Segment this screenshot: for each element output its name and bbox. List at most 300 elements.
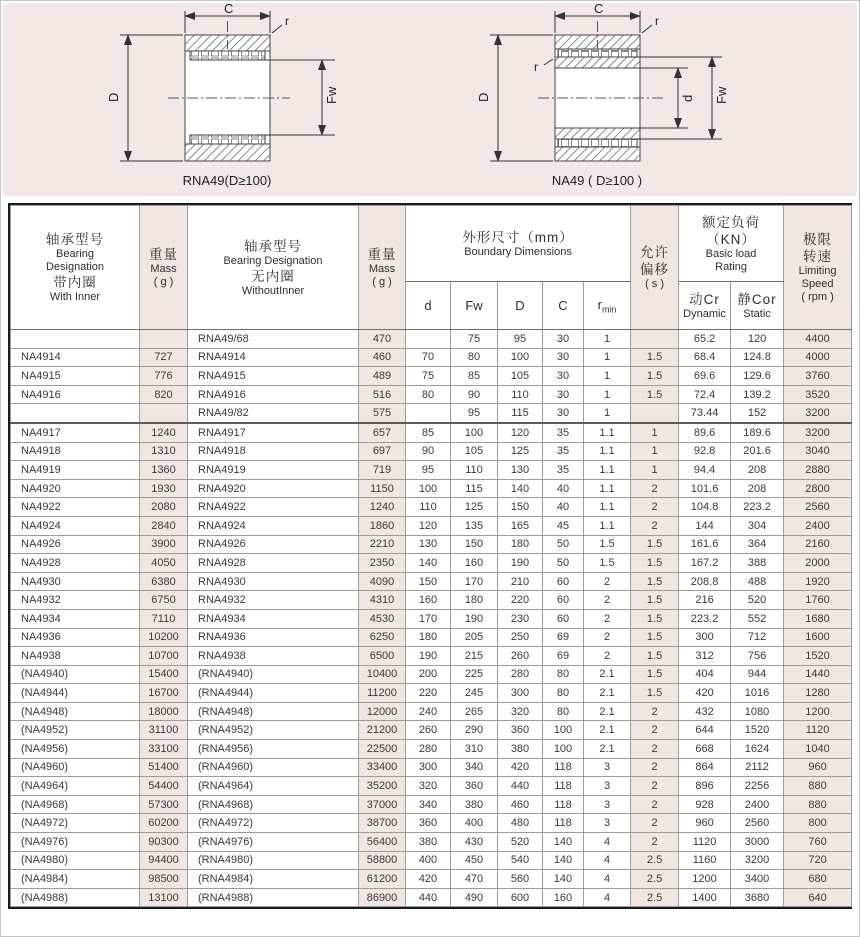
mass-with-inner-cell: 1310 [140, 442, 188, 461]
dim-rmin-cell: 2.1 [584, 702, 631, 721]
table-row [11, 758, 852, 777]
table-row [11, 535, 852, 554]
header-static-cor [731, 282, 784, 330]
limiting-speed-cell: 720 [784, 851, 852, 870]
limiting-speed-cell: 1040 [784, 740, 852, 759]
dim-C-cell: 60 [543, 572, 584, 591]
mass-with-inner-cell: 10200 [140, 628, 188, 647]
dim-D-cell: 140 [498, 479, 543, 498]
dim-C-cell: 80 [543, 702, 584, 721]
dim-fw-cell: 245 [451, 684, 498, 703]
limiting-speed-cell: 3040 [784, 442, 852, 461]
dim-fw-cell: 80 [451, 348, 498, 367]
mass-with-inner-cell: 51400 [140, 758, 188, 777]
dim-d-cell: 340 [406, 795, 451, 814]
table-row [11, 870, 852, 889]
dim-fw-cell: 290 [451, 721, 498, 740]
dim-D-cell: 520 [498, 833, 543, 852]
dim-rmin-cell: 4 [584, 833, 631, 852]
limiting-speed-cell: 1280 [784, 684, 852, 703]
dim-C-cell: 69 [543, 647, 584, 666]
dim-C-cell: 40 [543, 498, 584, 517]
dim-d-cell: 380 [406, 833, 451, 852]
designation-without-inner-cell: RNA4922 [188, 498, 359, 517]
table-row [11, 851, 852, 870]
header-line: Bearing [56, 248, 94, 260]
header-line: 静Cor [737, 291, 777, 307]
header-line: With Inner [49, 291, 101, 303]
header-line: Speed [801, 278, 834, 290]
dim-c-label: C [594, 3, 604, 16]
static-cor-cell: 3000 [731, 833, 784, 852]
mass-with-inner-cell: 33100 [140, 740, 188, 759]
header-line: ( rpm ) [801, 291, 834, 303]
dim-rmin-cell: 1.1 [584, 461, 631, 480]
designation-without-inner-cell: RNA49/82 [188, 404, 359, 423]
dim-d-cell: 100 [406, 479, 451, 498]
dim-rmin-cell: 2 [584, 647, 631, 666]
table-row [11, 348, 852, 367]
static-cor-cell: 552 [731, 609, 784, 628]
dim-D-cell: 110 [498, 385, 543, 404]
static-cor-cell: 152 [731, 404, 784, 423]
dynamic-cr-cell: 68.4 [679, 348, 731, 367]
designation-without-inner-cell: RNA4926 [188, 535, 359, 554]
designation-without-inner-cell: (RNA4952) [188, 721, 359, 740]
dim-D-cell: 105 [498, 367, 543, 386]
dim-rmin-cell: 1 [584, 348, 631, 367]
mass-with-inner-cell: 1360 [140, 461, 188, 480]
offset-s-cell: 1 [631, 461, 679, 480]
mass-with-inner-cell [140, 404, 188, 423]
header-line: Static [743, 307, 771, 320]
dim-D-cell: 460 [498, 795, 543, 814]
designation-without-inner-cell: RNA4920 [188, 479, 359, 498]
dim-C-cell: 35 [543, 423, 584, 442]
dynamic-cr-cell: 1200 [679, 870, 731, 889]
designation-without-inner-cell: (RNA4980) [188, 851, 359, 870]
header-line: 外形尺寸（mm） [462, 229, 574, 245]
offset-s-cell: 2.5 [631, 870, 679, 889]
dim-C-cell: 80 [543, 684, 584, 703]
dynamic-cr-cell: 1120 [679, 833, 731, 852]
dynamic-cr-cell: 223.2 [679, 609, 731, 628]
table-row [11, 591, 852, 610]
dim-D-cell: 420 [498, 758, 543, 777]
dim-d-outer-label: D [106, 92, 121, 102]
dim-d-cell: 440 [406, 888, 451, 907]
header-line: ( g ) [153, 276, 174, 288]
dim-C-cell: 118 [543, 795, 584, 814]
dim-fw-cell: 380 [451, 795, 498, 814]
limiting-speed-cell: 1520 [784, 647, 852, 666]
dim-d-cell: 140 [406, 554, 451, 573]
dim-d-cell: 280 [406, 740, 451, 759]
static-cor-cell: 3400 [731, 870, 784, 889]
mass-without-inner-cell: 2350 [359, 554, 406, 573]
designation-without-inner-cell: (RNA4976) [188, 833, 359, 852]
offset-s-cell: 1.5 [631, 684, 679, 703]
static-cor-cell: 3680 [731, 888, 784, 907]
dim-d-cell: 220 [406, 684, 451, 703]
table-row [11, 609, 852, 628]
static-cor-cell: 1016 [731, 684, 784, 703]
dim-fw-cell: 170 [451, 572, 498, 591]
designation-with-inner-cell: (NA4964) [11, 777, 140, 796]
header-line: 动Cr [689, 291, 720, 307]
mass-without-inner-cell: 33400 [359, 758, 406, 777]
dim-D-cell: 130 [498, 461, 543, 480]
table-row [11, 367, 852, 386]
static-cor-cell: 208 [731, 461, 784, 480]
offset-s-cell: 1.5 [631, 535, 679, 554]
mass-without-inner-cell: 575 [359, 404, 406, 423]
dim-r-label: r [285, 14, 289, 28]
designation-without-inner-cell: (RNA4988) [188, 888, 359, 907]
mass-with-inner-cell: 60200 [140, 814, 188, 833]
dim-D-cell: 165 [498, 516, 543, 535]
offset-s-cell: 2 [631, 498, 679, 517]
dynamic-cr-cell: 300 [679, 628, 731, 647]
mass-without-inner-cell: 11200 [359, 684, 406, 703]
dim-fw-cell: 450 [451, 851, 498, 870]
dim-rmin-cell: 2.1 [584, 721, 631, 740]
dynamic-cr-cell: 864 [679, 758, 731, 777]
dim-D-cell: 440 [498, 777, 543, 796]
header-line: Bearing Designation [223, 254, 323, 267]
header-line: Mass [150, 263, 177, 275]
dim-fw-cell: 75 [451, 330, 498, 349]
designation-with-inner-cell: (NA4968) [11, 795, 140, 814]
static-cor-cell: 124.8 [731, 348, 784, 367]
table-row [11, 516, 852, 535]
mass-without-inner-cell: 22500 [359, 740, 406, 759]
dynamic-cr-cell: 1160 [679, 851, 731, 870]
mass-without-inner-cell: 4530 [359, 609, 406, 628]
dim-C-cell: 40 [543, 479, 584, 498]
mass-without-inner-cell: 4090 [359, 572, 406, 591]
dim-fw-cell: 105 [451, 442, 498, 461]
dim-fw-cell: 90 [451, 385, 498, 404]
dim-fw-cell: 360 [451, 777, 498, 796]
dim-rmin-cell: 2.1 [584, 684, 631, 703]
designation-with-inner-cell: NA4932 [11, 591, 140, 610]
dim-D-cell: 280 [498, 665, 543, 684]
mass-without-inner-cell: 657 [359, 423, 406, 442]
header-line: 偏移 [640, 262, 670, 277]
mass-without-inner-cell: 58800 [359, 851, 406, 870]
dim-rmin-cell: 4 [584, 870, 631, 889]
header-dim-C: C [543, 282, 584, 330]
table-row [11, 721, 852, 740]
dim-rmin-cell: 1.1 [584, 423, 631, 442]
designation-without-inner-cell: RNA4914 [188, 348, 359, 367]
limiting-speed-cell: 880 [784, 795, 852, 814]
dim-D-cell: 360 [498, 721, 543, 740]
dynamic-cr-cell: 420 [679, 684, 731, 703]
static-cor-cell: 201.6 [731, 442, 784, 461]
diagram-caption-na49: NA49 ( D≥100 ) [551, 173, 643, 188]
dim-D-cell: 320 [498, 702, 543, 721]
dim-C-cell: 60 [543, 609, 584, 628]
designation-with-inner-cell [11, 330, 140, 349]
dim-C-cell: 50 [543, 554, 584, 573]
dim-d-cell: 260 [406, 721, 451, 740]
dim-D-cell: 125 [498, 442, 543, 461]
dim-d-cell: 110 [406, 498, 451, 517]
dim-D-cell: 150 [498, 498, 543, 517]
designation-with-inner-cell: NA4918 [11, 442, 140, 461]
header-basic-load-rating [679, 206, 784, 282]
dim-rmin-cell: 1 [584, 330, 631, 349]
limiting-speed-cell: 3200 [784, 423, 852, 442]
mass-with-inner-cell: 1240 [140, 423, 188, 442]
header-line: 重量 [367, 247, 397, 262]
dim-d-cell: 75 [406, 367, 451, 386]
header-dynamic-cr [679, 282, 731, 330]
dim-fw-cell: 95 [451, 404, 498, 423]
limiting-speed-cell: 2400 [784, 516, 852, 535]
table-row [11, 554, 852, 573]
dim-rmin-cell: 2 [584, 628, 631, 647]
designation-without-inner-cell: RNA4924 [188, 516, 359, 535]
dim-d-cell: 240 [406, 702, 451, 721]
header-line: WithoutInner [241, 284, 305, 297]
static-cor-cell: 3200 [731, 851, 784, 870]
dim-d-cell: 300 [406, 758, 451, 777]
dynamic-cr-cell: 216 [679, 591, 731, 610]
mass-without-inner-cell: 516 [359, 385, 406, 404]
table-row [11, 702, 852, 721]
designation-with-inner-cell: (NA4988) [11, 888, 140, 907]
dim-d-cell: 190 [406, 647, 451, 666]
dim-fw-label: Fw [324, 86, 339, 104]
offset-s-cell: 2 [631, 479, 679, 498]
dim-d-cell: 160 [406, 591, 451, 610]
designation-with-inner-cell: NA4919 [11, 461, 140, 480]
mass-with-inner-cell: 6750 [140, 591, 188, 610]
dim-C-cell: 140 [543, 833, 584, 852]
table-row [11, 330, 852, 349]
dim-C-cell: 50 [543, 535, 584, 554]
mass-without-inner-cell: 1150 [359, 479, 406, 498]
offset-s-cell: 1.5 [631, 591, 679, 610]
mass-with-inner-cell: 94400 [140, 851, 188, 870]
dim-d-outer-label: D [476, 92, 491, 102]
designation-with-inner-cell: (NA4948) [11, 702, 140, 721]
dim-rmin-cell: 2 [584, 609, 631, 628]
dynamic-cr-cell: 69.6 [679, 367, 731, 386]
offset-s-cell: 1.5 [631, 348, 679, 367]
bearing-diagram-rna49 [90, 3, 390, 196]
designation-without-inner-cell: RNA49/68 [188, 330, 359, 349]
designation-with-inner-cell: (NA4972) [11, 814, 140, 833]
static-cor-cell: 223.2 [731, 498, 784, 517]
dynamic-cr-cell: 960 [679, 814, 731, 833]
limiting-speed-cell: 2880 [784, 461, 852, 480]
dim-D-cell: 210 [498, 572, 543, 591]
dynamic-cr-cell: 104.8 [679, 498, 731, 517]
mass-without-inner-cell: 10400 [359, 665, 406, 684]
table-row [11, 479, 852, 498]
dim-c-label: C [224, 3, 234, 16]
mass-with-inner-cell: 15400 [140, 665, 188, 684]
dim-fw-label: Fw [714, 86, 729, 104]
mass-with-inner-cell: 3900 [140, 535, 188, 554]
static-cor-cell: 1520 [731, 721, 784, 740]
mass-with-inner-cell: 2080 [140, 498, 188, 517]
dim-fw-cell: 470 [451, 870, 498, 889]
designation-with-inner-cell: (NA4956) [11, 740, 140, 759]
dim-fw-cell: 160 [451, 554, 498, 573]
dynamic-cr-cell: 208.8 [679, 572, 731, 591]
dim-fw-cell: 150 [451, 535, 498, 554]
header-designation-without-inner [188, 206, 359, 330]
static-cor-cell: 488 [731, 572, 784, 591]
header-designation-with-inner [11, 206, 140, 330]
dynamic-cr-cell: 668 [679, 740, 731, 759]
designation-without-inner-cell: RNA4919 [188, 461, 359, 480]
designation-without-inner-cell: RNA4915 [188, 367, 359, 386]
table-row [11, 647, 852, 666]
dim-C-cell: 160 [543, 888, 584, 907]
dim-d-cell: 80 [406, 385, 451, 404]
mass-with-inner-cell: 7110 [140, 609, 188, 628]
dynamic-cr-cell: 167.2 [679, 554, 731, 573]
dim-d-cell: 360 [406, 814, 451, 833]
dim-rmin-cell: 3 [584, 814, 631, 833]
limiting-speed-cell: 3200 [784, 404, 852, 423]
limiting-speed-cell: 1120 [784, 721, 852, 740]
table-row [11, 404, 852, 423]
dynamic-cr-cell: 73.44 [679, 404, 731, 423]
static-cor-cell: 2112 [731, 758, 784, 777]
mass-with-inner-cell: 6380 [140, 572, 188, 591]
offset-s-cell: 1.5 [631, 554, 679, 573]
designation-without-inner-cell: (RNA4960) [188, 758, 359, 777]
dim-fw-cell: 400 [451, 814, 498, 833]
table-row [11, 572, 852, 591]
dim-d-cell: 130 [406, 535, 451, 554]
designation-with-inner-cell: NA4915 [11, 367, 140, 386]
dim-C-cell: 118 [543, 814, 584, 833]
designation-without-inner-cell: RNA4934 [188, 609, 359, 628]
designation-without-inner-cell: RNA4932 [188, 591, 359, 610]
offset-s-cell: 2.5 [631, 851, 679, 870]
mass-with-inner-cell: 820 [140, 385, 188, 404]
bearing-table [10, 205, 852, 907]
offset-s-cell: 2 [631, 516, 679, 535]
offset-s-cell: 2 [631, 777, 679, 796]
limiting-speed-cell: 3760 [784, 367, 852, 386]
dim-rmin-cell: 1.1 [584, 442, 631, 461]
dim-D-cell: 540 [498, 851, 543, 870]
dim-C-cell: 118 [543, 758, 584, 777]
dim-D-cell: 260 [498, 647, 543, 666]
rmin-base: r [597, 296, 602, 312]
static-cor-cell: 304 [731, 516, 784, 535]
dim-C-cell: 140 [543, 851, 584, 870]
mass-with-inner-cell: 4050 [140, 554, 188, 573]
mass-without-inner-cell: 35200 [359, 777, 406, 796]
table-row [11, 423, 852, 442]
designation-with-inner-cell: (NA4976) [11, 833, 140, 852]
mass-with-inner-cell: 776 [140, 367, 188, 386]
dim-d-cell: 85 [406, 423, 451, 442]
diagram-caption-rna49: RNA49(D≥100) [182, 173, 272, 188]
limiting-speed-cell: 1920 [784, 572, 852, 591]
dim-rmin-cell: 2.1 [584, 740, 631, 759]
dim-rmin-cell: 1 [584, 385, 631, 404]
header-line: 轴承型号 [244, 238, 302, 254]
offset-s-cell [631, 330, 679, 349]
dim-D-cell: 95 [498, 330, 543, 349]
designation-without-inner-cell: (RNA4984) [188, 870, 359, 889]
designation-without-inner-cell: RNA4938 [188, 647, 359, 666]
designation-with-inner-cell: NA4928 [11, 554, 140, 573]
table-row [11, 461, 852, 480]
static-cor-cell: 129.6 [731, 367, 784, 386]
static-cor-cell: 756 [731, 647, 784, 666]
dim-d-cell: 200 [406, 665, 451, 684]
dim-d-cell: 400 [406, 851, 451, 870]
header-line: Basic load [705, 247, 757, 260]
dim-fw-cell: 490 [451, 888, 498, 907]
designation-with-inner-cell: NA4930 [11, 572, 140, 591]
dim-D-cell: 100 [498, 348, 543, 367]
offset-s-cell: 2.5 [631, 888, 679, 907]
dynamic-cr-cell: 161.6 [679, 535, 731, 554]
bearing-diagram-na49 [460, 3, 770, 196]
header-boundary-dimensions [406, 206, 631, 282]
offset-s-cell: 2 [631, 702, 679, 721]
header-line: 带内圈 [53, 275, 97, 290]
table-row [11, 888, 852, 907]
limiting-speed-cell: 800 [784, 814, 852, 833]
dim-rmin-cell: 1.5 [584, 554, 631, 573]
mass-without-inner-cell: 12000 [359, 702, 406, 721]
designation-with-inner-cell: NA4917 [11, 423, 140, 442]
mass-without-inner-cell: 489 [359, 367, 406, 386]
limiting-speed-cell: 2560 [784, 498, 852, 517]
dim-rmin-cell: 1 [584, 367, 631, 386]
mass-with-inner-cell: 727 [140, 348, 188, 367]
mass-without-inner-cell: 37000 [359, 795, 406, 814]
mass-without-inner-cell: 470 [359, 330, 406, 349]
limiting-speed-cell: 880 [784, 777, 852, 796]
offset-s-cell: 2 [631, 721, 679, 740]
dim-d-cell: 120 [406, 516, 451, 535]
dim-C-cell: 80 [543, 665, 584, 684]
mass-with-inner-cell: 18000 [140, 702, 188, 721]
dim-d-cell: 420 [406, 870, 451, 889]
static-cor-cell: 2400 [731, 795, 784, 814]
designation-with-inner-cell: NA4916 [11, 385, 140, 404]
header-mass-without-inner [359, 206, 406, 330]
designation-with-inner-cell: (NA4952) [11, 721, 140, 740]
mass-with-inner-cell [140, 330, 188, 349]
dim-C-cell: 30 [543, 385, 584, 404]
mass-without-inner-cell: 61200 [359, 870, 406, 889]
mass-with-inner-cell: 57300 [140, 795, 188, 814]
dim-d-cell: 150 [406, 572, 451, 591]
limiting-speed-cell: 1440 [784, 665, 852, 684]
dim-d-bore-label: d [680, 94, 695, 102]
dynamic-cr-cell: 404 [679, 665, 731, 684]
dim-d-cell: 180 [406, 628, 451, 647]
dim-D-cell: 300 [498, 684, 543, 703]
dim-D-cell: 380 [498, 740, 543, 759]
